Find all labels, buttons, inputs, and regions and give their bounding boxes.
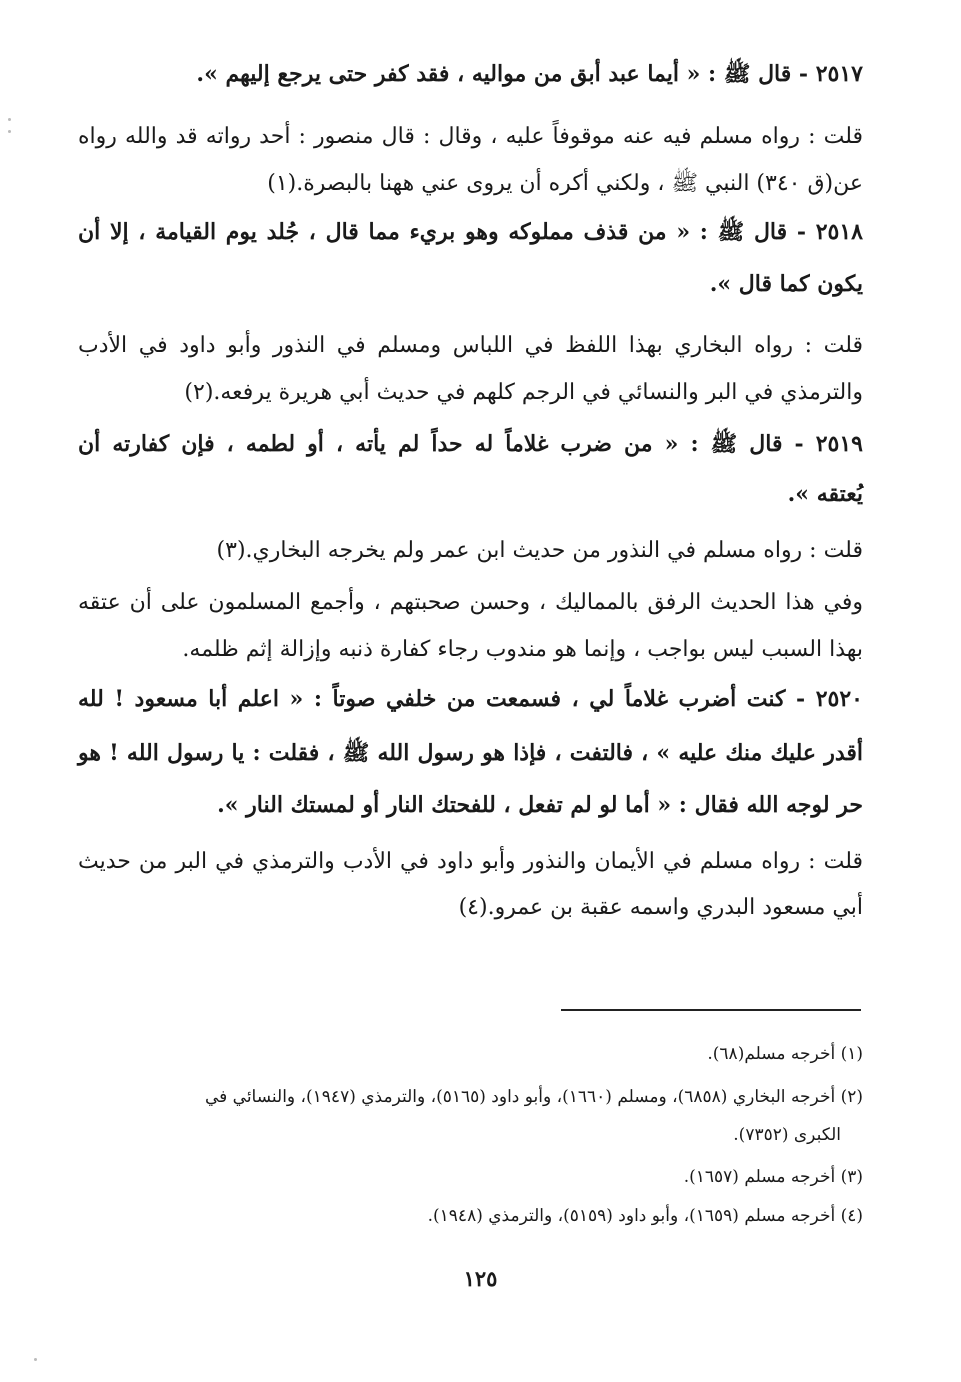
- commentary-2520-line-1: قلت : رواه مسلم في الأيمان والنذور وأبو داود في الأدب والترمذي في البر من حديث: [78, 849, 863, 874]
- commentary-2518-line-2: والترمذي في البر والنسائي في الرجم كلهم في حديث أبي هريرة يرفعه.(٢): [184, 380, 863, 405]
- hadith-2520-line-3: حر لوجه الله فقال : « أما لو لم تفعل ، للفحتك النار أو لمستك النار ».: [217, 792, 863, 818]
- scan-speck: [34, 1358, 37, 1361]
- page-number: ١٢٥: [463, 1266, 498, 1291]
- hadith-2519-line-2: يُعتقه ».: [787, 481, 863, 507]
- footnote-2-continued: الكبرى (٧٣٥٢).: [733, 1125, 841, 1145]
- hadith-2520-line-2: أقدر عليك منك عليه » ، فالتفت ، فإذا هو رسول الله ﷺ ، فقلت : يا رسول الله ! هو: [78, 740, 863, 766]
- commentary-2519-line-2: وفي هذا الحديث الرفق بالمماليك ، وحسن صحبتهم ، وأجمع المسلمون على أن عتقه: [78, 590, 864, 615]
- commentary-2519-line-3: بهذا السبب ليس بواجب ، وإنما هو مندوب رجاء كفارة ذنبه وإزالة إثم ظلمه.: [182, 637, 863, 662]
- footnote-3: (٣) أخرجه مسلم (١٦٥٧).: [683, 1167, 863, 1187]
- hadith-2518-line-1: ٢٥١٨ - قال ﷺ : « من قذف مملوكه وهو بريء مما قال ، جُلد يوم القيامة ، إلا أن: [78, 219, 863, 245]
- commentary-2518-line-1: قلت : رواه البخاري بهذا اللفظ في اللباس ومسلم في النذور وأبو داود في الأدب: [78, 333, 863, 358]
- footnote-2: (٢) أخرجه البخاري (٦٨٥٨)، ومسلم (١٦٦٠)، وأبو داود (٥١٦٥)، والترمذي (١٩٤٧)، والنسائي في: [204, 1087, 863, 1107]
- commentary-2517-line-1: قلت : رواه مسلم فيه عنه موقوفاً عليه ، وقال : قال منصور : أحد رواته قد والله رواه: [78, 124, 863, 149]
- commentary-2519-line-1: قلت : رواه مسلم في النذور من حديث ابن عمر ولم يخرجه البخاري.(٣): [216, 538, 863, 563]
- commentary-2517-line-2: عن(ق ٣٤٠) النبي ﷺ ، ولكني أكره أن يروى عني ههنا بالبصرة.(١): [267, 171, 863, 196]
- footnote-1: (١) أخرجه مسلم(٦٨).: [707, 1044, 863, 1064]
- hadith-2517-line-1: ٢٥١٧ - قال ﷺ : « أيما عبد أبق من مواليه ، فقد كفر حتى يرجع إليهم ».: [196, 61, 863, 87]
- commentary-2520-line-2: أبي مسعود البدري واسمه عقبة بن عمرو.(٤): [458, 895, 863, 920]
- hadith-2519-line-1: ٢٥١٩ - قال ﷺ : « من ضرب غلاماً له حداً لم يأته ، أو لطمه ، فإن كفارته أن: [78, 431, 863, 457]
- scan-speck: [8, 118, 11, 121]
- hadith-2518-line-2: يكون كما قال ».: [709, 271, 863, 297]
- footnote-4: (٤) أخرجه مسلم (١٦٥٩)، وأبو داود (٥١٥٩)، والترمذي (١٩٤٨).: [427, 1206, 863, 1226]
- scan-speck: [8, 130, 11, 133]
- hadith-2520-line-1: ٢٥٢٠ - كنت أضرب غلاماً لي ، فسمعت من خلفي صوتاً : « اعلم أبا مسعود ! لله: [78, 686, 863, 712]
- footnote-divider: [561, 1009, 861, 1011]
